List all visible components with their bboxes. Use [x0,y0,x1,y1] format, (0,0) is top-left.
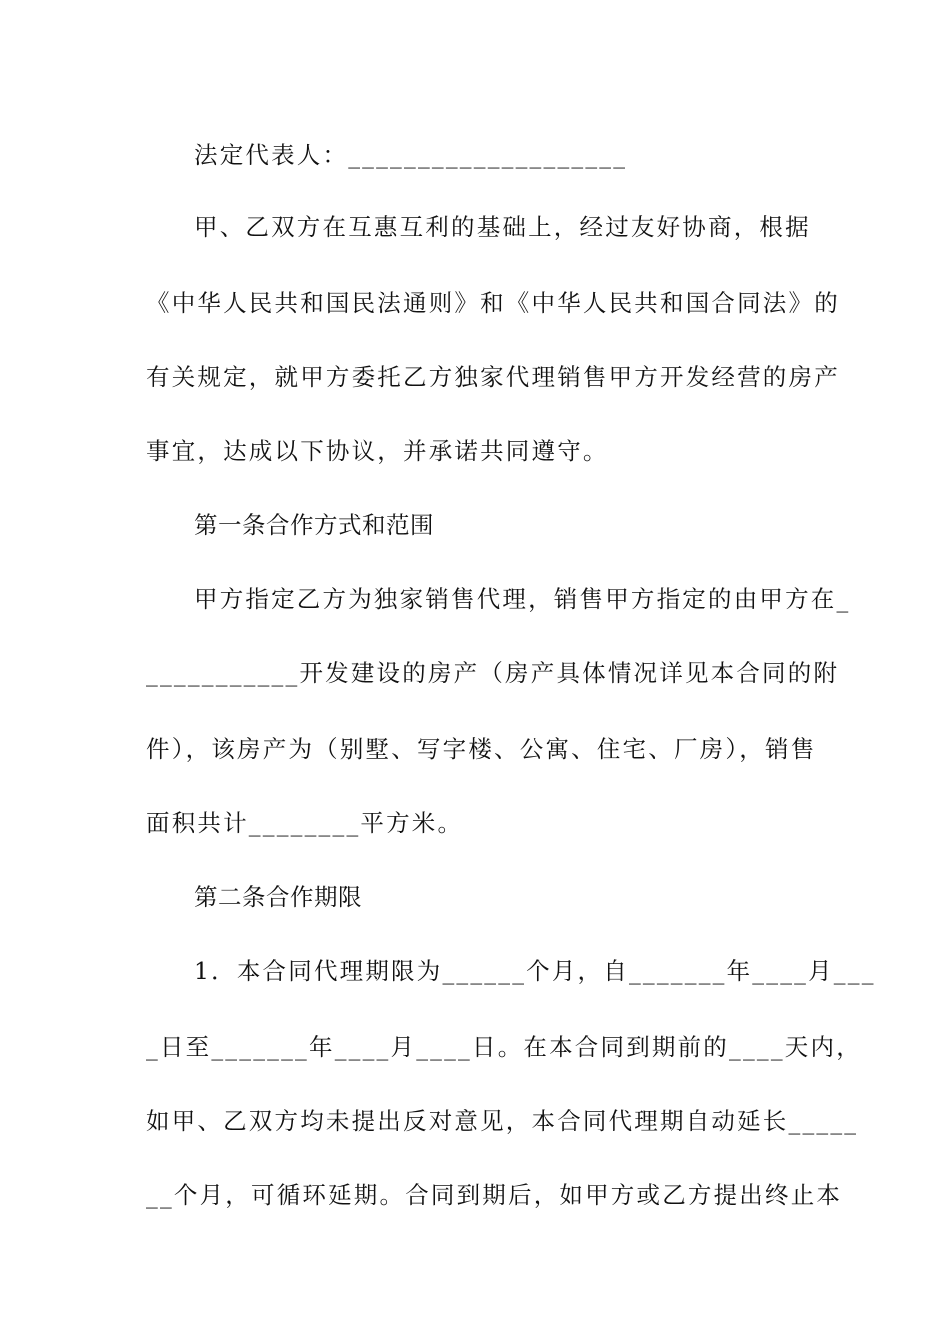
paragraph-line: 甲方指定乙方为独家销售代理，销售甲方指定的由甲方在_ [194,585,851,613]
paragraph-line: 件），该房产为（别墅、写字楼、公寓、住宅、厂房），销售 [146,735,817,763]
section-heading-1: 第一条合作方式和范围 [194,511,434,539]
paragraph-line: 《中华人民共和国民法通则》和《中华人民共和国合同法》的 [146,289,840,317]
paragraph-line: __个月，可循环延期。合同到期后，如甲方或乙方提出终止本 [146,1181,843,1209]
paragraph-line: 有关规定，就甲方委托乙方独家代理销售甲方开发经营的房产 [146,363,840,391]
paragraph-line: 面积共计________平方米。 [146,809,464,837]
paragraph-line: 甲、乙双方在互惠互利的基础上，经过友好协商，根据 [194,213,811,241]
paragraph-line: _日至_______年____月____日。在本合同到期前的____天内， [146,1033,862,1061]
paragraph-line: ___________开发建设的房产（房产具体情况详见本合同的附 [146,659,840,687]
legal-representative-line: 法定代表人：____________________ [194,141,628,169]
paragraph-line: 如甲、乙双方均未提出反对意见，本合同代理期自动延长_____ [146,1107,859,1135]
section-heading-2: 第二条合作期限 [194,883,362,911]
paragraph-line: 事宜，达成以下协议，并承诺共同遵守。 [146,437,609,465]
paragraph-line: 1．本合同代理期限为______个月，自_______年____月___ [194,957,876,985]
